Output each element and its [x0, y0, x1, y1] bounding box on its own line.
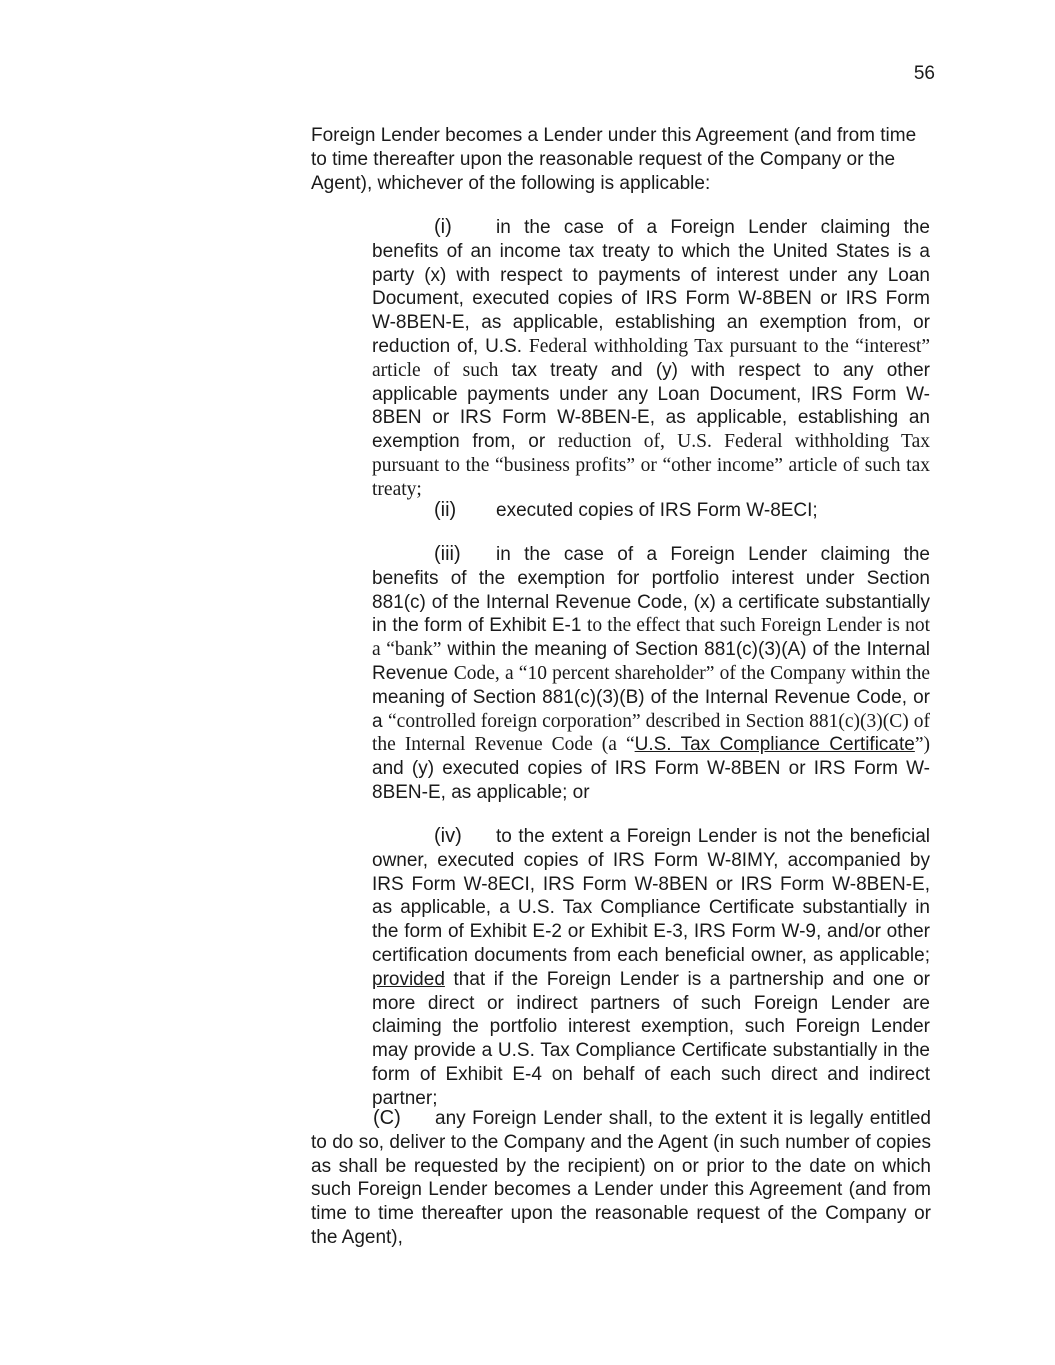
clause-i — [372, 216, 930, 502]
clause-text-serif: to the effect that such Foreign Lender is not a “bank” — [372, 615, 930, 661]
clause-number: (iv) — [434, 825, 462, 847]
clause-iv — [372, 825, 930, 1111]
clause-text: within the meaning of Section 881(c)(3)(A) of the Internal Revenue — [372, 639, 931, 684]
clause-text: meaning of Section 881(c)(3)(B) of the Internal Revenue Code, or a — [372, 686, 930, 732]
clause-text-serif: ”) — [914, 734, 930, 756]
proviso-term: provided — [372, 968, 445, 990]
clause-text: in the case of a Foreign Lender claiming the benefits of the exemption for portfolio interest under Section 881(c) of the Internal Revenue Code, (x) a certificate substantially in the form of Exhibit E-1 — [372, 544, 930, 637]
page-number: 56 — [913, 63, 935, 84]
clause-number: (iii) — [434, 543, 461, 565]
clause-text: tax treaty and (y) with respect to any other applicable payments under any Loan Document, IRS Form W-8BEN or IRS Form W-8BEN-E, as applicable, establishing an exemption from, or — [372, 359, 931, 453]
clause-text: in the case of a Foreign Lender claiming the benefits of an income tax treaty to which the United States is a party (x) with respect to payments of interest under any Loan Document, executed copies of IRS Form W-8BEN or IRS Form W-8BEN-E, as applicable, establishing an exemption from, or reduction of, U.S. — [372, 217, 930, 357]
paragraph-number: (C) — [373, 1107, 401, 1129]
clause-text: to the extent a Foreign Lender is not the beneficial owner, executed copies of IRS Form W-8IMY, accompanied by IRS Form W-8ECI, IRS Form W-8BEN or IRS Form W-8BEN-E, as applicable, a U.S. Tax Compliance Certificate substantially in the form of Exhibit E-2 or Exhibit E-3, IRS Form W-9, and/or other certification documents from each beneficial owner, as applicable; — [372, 826, 930, 966]
clause-number: (i) — [434, 216, 452, 238]
defined-term: U.S. Tax Compliance Certificate — [634, 734, 915, 756]
clause-text-serif: Code, a “10 percent shareholder” of the Company within the — [453, 662, 931, 684]
clause-text: executed copies of IRS Form W-8ECI; — [496, 500, 818, 521]
clause-iii — [372, 543, 930, 805]
clause-number: (ii) — [434, 499, 457, 521]
paragraph-c — [311, 1107, 931, 1250]
clause-text-serif: reduction of, U.S. Federal withholding Tax pursuant to the “business profits” or “other income” article of such tax treaty; — [372, 431, 930, 500]
paragraph-text: any Foreign Lender shall, to the extent it is legally entitled to do so, deliver to the Company and the Agent (in such number of copies as shall be requested by the recipient) on or prior to the date on which such Foreign Lender becomes a Lender under this Agreement (and from time to time thereafter upon the reasonable request of the Company or the Agent), — [311, 1108, 931, 1248]
clause-ii — [372, 499, 930, 523]
clause-text-serif: “controlled foreign corporation” described in Section 881(c)(3)(C) of the Internal Revenue Code (a “ — [372, 710, 930, 756]
clause-text-serif: Federal withholding Tax pursuant to the “interest” article of such — [372, 335, 930, 381]
clause-text: and (y) executed copies of IRS Form W-8BEN or IRS Form W-8BEN-E, as applicable; or — [372, 758, 930, 803]
clause-text: that if the Foreign Lender is a partnership and one or more direct or indirect partners of such Foreign Lender are claiming the portfolio interest exemption, such Foreign Lender may provide a U.S. Tax Compliance Certificate substantially in the form of Exhibit E-4 on behalf of each such direct and indirect partner; — [372, 968, 930, 1109]
intro-paragraph: Foreign Lender becomes a Lender under this Agreement (and from time to time thereafter upon the reasonable request of the Company or the Agent), whichever of the following is applicable: — [311, 125, 917, 194]
